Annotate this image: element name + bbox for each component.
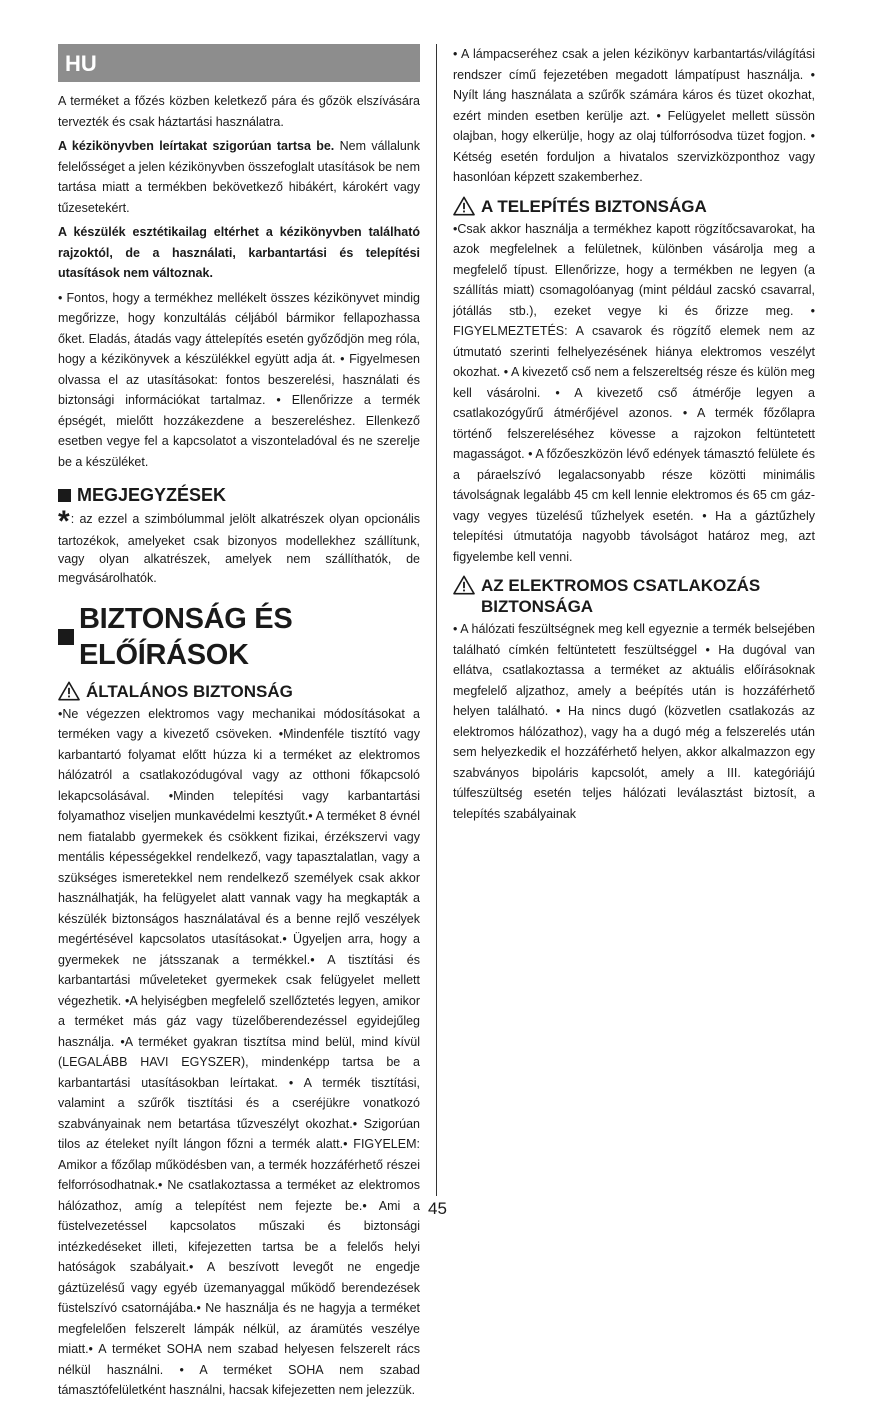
notes-paragraph <box>58 505 420 587</box>
general-safety-text: •Ne végezzen elektromos vagy mechanikai módosításokat a terméken vagy a kivezető csöveken. •Mindenféle tisztító vagy karbantartó folyamat előtt húzza ki a terméket az elektromos hálózatról a csatlakozódugóval vagy az otthoni főkapcsoló lekapcsolásával. •Minden telepítési vagy karbantartási folyamathoz viseljen munkavédelmi kesztyűt.• A terméket 8 évnél nem fiatalabb gyermekek és csökkent fizikai, érzékszervi vagy mentális képességekkel rendelkező, vagy tapasztalatlan, vagy a szükséges ismeretekkel nem rendelkező személyek csak akkor használhatják, ha felügyelet alatt vannak vagy ha megkapták a készülék biztonságos használatával és a benne rejlő veszélyek megértésével kapcsolatos utasításokat.• Ügyeljen arra, hogy a gyermekek ne játsszanak a termékkel.• A tisztítási és karbantartási műveleteket gyermekek csak felügyelet mellett végezhetik. •A helyiségben megfelelő szellőztetés legyen, amikor a terméket más gáz vagy tüzelőberendezéssel egyidejűleg használja. •A terméket gyakran tisztítsa mind belül, mind kívül (LEGALÁBB HAVI EGYSZER), mindenképp tartsa be a karbantartási utasításokban leírtakat. • A termék tisztítási, valamint a szűrők tisztítási és a cseréjükre vonatkozó szabványainak nem betartása tűzveszélyt okozhat.• Szigorúan tilos az ételeket nyílt lángon főzni a termék alatt.• FIGYELEM: Amikor a főzőlap működésben van, a termék hozzáférhető részei felforrósodhatnak.• Ne csatlakoztassa a terméket az elektromos hálózathoz, amíg a telepítést nem fejezte be.• Ami a füstelvezetéssel kapcsolatos műszaki és biztonsági intézkedéseket illeti, kifejezetten tartsa be a felelős helyi hatóságok szabályait.• A beszívott levegőt ne engedje gáztüzelésű vagy egyéb üzemanyaggal működő berendezések füstelszívó csatornájába.• Ne használja és ne hagyja a terméket megfelelően felszerelt lámpák nélkül, az áramütés veszélye miatt.• A terméket SOHA nem szabad helyesen felszerelt rács nélkül használni. • A terméket SOHA nem szabad támasztófelületként használni, hacsak kifejezetten nem jelezzük. <box>58 706 420 1398</box>
asterisk-icon: * <box>58 505 70 538</box>
general-safety-heading <box>58 681 420 702</box>
installation-heading-text: A TELEPÍTÉS BIZTONSÁGA <box>481 196 707 216</box>
notes-heading <box>58 484 420 506</box>
notes-text: : az ezzel a szimbólummal jelölt alkatrészek olyan opcionális tartozékok, amelyeket csak bizonyos modellekhez szállítunk, vagy olyan alkatrészek, amelyek nem szállíthatók, de megvásárolhatók. <box>58 512 420 585</box>
right-column <box>453 44 815 828</box>
intro-paragraph: A terméket a főzés közben keletkező pára és gőzök elszívására tervezték és csak háztartási használatra. <box>58 94 420 129</box>
installation-safety-text: •Csak akkor használja a termékhez kapott rögzítőcsavarokat, ha azok megfelelnek a felületnek, különben vásárolja meg a megfelelő típust. Ellenőrizze, hogy a termékben ne legyen (a szállítás miatt) csomagolóanyag (mint például zacskó csavarral, jótállás stb.), ezeket vegye ki és őrizze meg. • FIGYELMEZTETÉS: A csavarok és rögzítő elemek nem az útmutató szerinti felhelyezésének hiánya elektromos veszélyt okozhat. • A kivezető cső nem a felszereltség része és külön meg kell vásárolni. • A kivezető cső átmérője legyen a csatlakozógyűrű átmérőjével azonos. • A termék főzőlapra történő felszereléséhez kövesse a rajzokon feltüntetett magasságot. • A főzőeszközön lévő edények támasztó felülete és a páraelszívó legalacsonyabb része közötti minimális távolságnak legalább 45 cm kell lennie elektromos és 65 cm gáz- vagy vegyes tüzelésű tűzhelyek esetén. • Ha a gáztűzhely telepítési útmutatója nagyobb távolságot határoz meg, azt figyelembe kell venni. <box>453 221 815 564</box>
emphasis-text: A kézikönyvben leírtakat szigorúan tartsa be. <box>58 139 335 153</box>
body-text: Nem vállalunk felelősséget a jelen kézikönyvben összefoglalt utasítások be nem tartása miatt a termékben bekövetkező hibákért, károkért vagy tűzesetekért. <box>58 139 420 215</box>
language-section-label: HU <box>58 44 420 82</box>
electrical-safety-text: • A hálózati feszültségnek meg kell egyeznie a termék belsejében található címkén feltüntetett feszültséggel • Ha dugóval van ellátva, csatlakoztassa a terméket az aktuális előírásoknak megfelelő aljzathoz, amely a beépítés után is hozzáférhető helyen található. • Ha nincs dugó (közvetlen csatlakozás az elektromos hálózathoz), vagy ha a dugó még a felszerelés után sem helyezkedik el hozzáférhető helyen, akkor alkalmazzon egy szabványos bipoláris kapcsolót, amely a III. kategóriájú túlfeszültség esetén teljes hálózati leválasztást biztosít, a telepítés szabályainak <box>453 622 815 821</box>
electrical-heading-text: AZ ELEKTROMOS CSATLAKOZÁS BIZTONSÁGA <box>481 576 761 616</box>
lamp-safety-text: • A lámpacseréhez csak a jelen kézikönyv karbantartás/világítási rendszer című fejezetében megadott lámpatípust használja. • Nyílt láng használata a szűrők számára káros és tüzet okozhat, ezért minden esetben kerülje azt. • Felügyelet mellett süssön olajban, hogy elkerülje, hogy az olaj túlforrósodva tüzet fogjon. • Kétség esetén forduljon a hivatalos szervizközponthoz vagy hasonlóan képzett szakemberhez. <box>453 47 815 184</box>
black-square-icon <box>58 489 71 502</box>
safety-heading-text: BIZTONSÁG ÉS ELŐÍRÁSOK <box>79 602 293 671</box>
intro-paragraph-manuals: • Fontos, hogy a termékhez mellékelt összes kézikönyvet mindig megőrizze, hogy konzultálás céljából bármikor fellapozhassa őket. Eladás, átadás vagy áttelepítés esetén győződjön meg róla, hogy a kézikönyvek a készülékkel együtt adja át. • Figyelmesen olvassa el az utasításokat: fontos beszerelési, használati és biztonsági információkat tartalmaz. • Ellenőrizze a termék épségét, mielőtt hozzákezdene a beszereléshez. Ellenkező esetben vegye fel a kapcsolatot a viszonteladóval és ne szerelje be a készüléket. <box>58 290 420 469</box>
warning-triangle-icon <box>453 575 475 595</box>
warning-triangle-icon <box>58 681 80 701</box>
intro-paragraph-aesthetic: A készülék esztétikailag eltérhet a kézikönyvben található rajzoktól, de a használati, karbantartási és telepítési utasítások nem változnak. <box>58 225 420 280</box>
intro-paragraph-responsibility <box>58 136 420 218</box>
safety-heading <box>58 601 420 673</box>
electrical-safety-heading <box>453 575 815 617</box>
black-square-icon <box>58 629 74 645</box>
notes-heading-text: MEGJEGYZÉSEK <box>77 485 227 505</box>
warning-triangle-icon <box>453 196 475 216</box>
page-number: 45 <box>428 1199 447 1218</box>
column-divider <box>436 44 437 1196</box>
installation-safety-heading <box>453 196 815 217</box>
general-safety-heading-text: ÁLTALÁNOS BIZTONSÁG <box>86 681 293 701</box>
